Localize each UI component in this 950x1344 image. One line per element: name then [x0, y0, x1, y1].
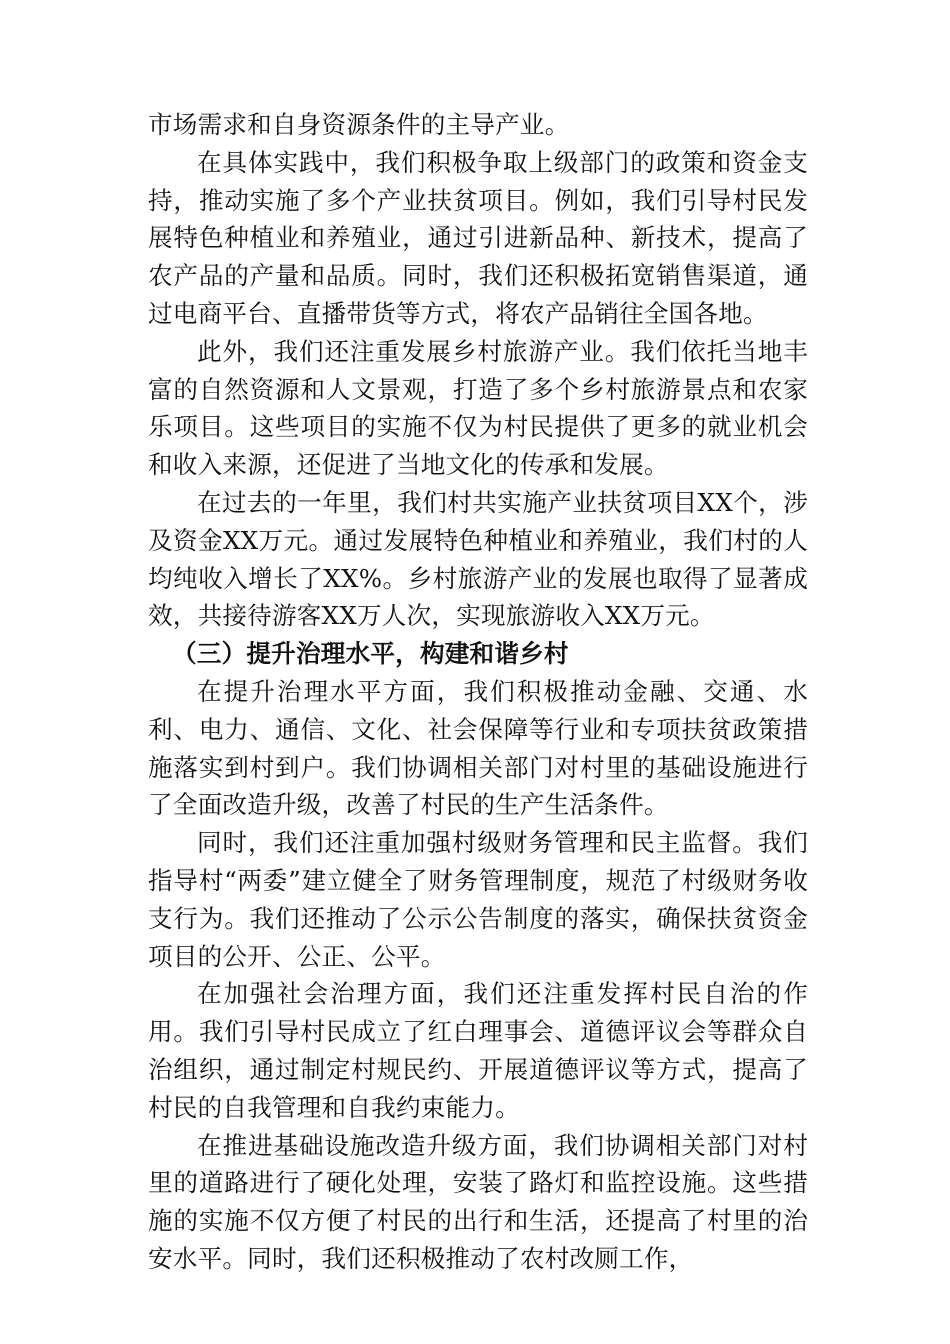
paragraph-annual-results: 在过去的一年里，我们村共实施产业扶贫项目XX个，涉及资金XX万元。通过发展特色种植业和养殖业，我们村的人均纯收入增长了XX%。乡村旅游产业的发展也取得了显著成效，共接待游客XX万人次，实现旅游收入XX万元。 [148, 487, 808, 631]
paragraph-continuation: 市场需求和自身资源条件的主导产业。 [148, 110, 570, 139]
paragraph-infrastructure: 在推进基础设施改造升级方面，我们协调相关部门对村里的道路进行了硬化处理，安装了路灯和监控设施。这些措施的实施不仅方便了村民的出行和生活，还提高了村里的治安水平。同时，我们还积极推动了农村改厕工作， [148, 1130, 808, 1273]
section-heading: （三）提升治理水平，构建和谐乡村 [172, 639, 569, 669]
document-body [148, 106, 808, 1278]
paragraph-financial-supervision: 同时，我们还注重加强村级财务管理和民主监督。我们指导村“两委”建立健全了财务管理制度，规范了村级财务收支行为。我们还推动了公示公告制度的落实，确保扶贫资金项目的公开、公正、公平。 [148, 828, 808, 971]
paragraph-social-governance: 在加强社会治理方面，我们还注重发挥村民自治的作用。我们引导村民成立了红白理事会、道德评议会等群众自治组织，通过制定村规民约、开展道德评议等方式，提高了村民的自我管理和自我约束能力。 [148, 979, 808, 1122]
paragraph-industry-projects: 在具体实践中，我们积极争取上级部门的政策和资金支持，推动实施了多个产业扶贫项目。例如，我们引导村民发展特色种植业和养殖业，通过引进新品种、新技术，提高了农产品的产量和品质。同时，我们还积极拓宽销售渠道，通过电商平台、直播带货等方式，将农产品销往全国各地。 [148, 147, 808, 328]
paragraph-governance: 在提升治理水平方面，我们积极推动金融、交通、水利、电力、通信、文化、社会保障等行业和专项扶贫政策措施落实到村到户。我们协调相关部门对村里的基础设施进行了全面改造升级，改善了村民的生产生活条件。 [148, 676, 808, 820]
paragraph-rural-tourism: 此外，我们还注重发展乡村旅游产业。我们依托当地丰富的自然资源和人文景观，打造了多个乡村旅游景点和农家乐项目。这些项目的实施不仅为村民提供了更多的就业机会和收入来源，还促进了当地文化的传承和发展。 [148, 336, 808, 480]
